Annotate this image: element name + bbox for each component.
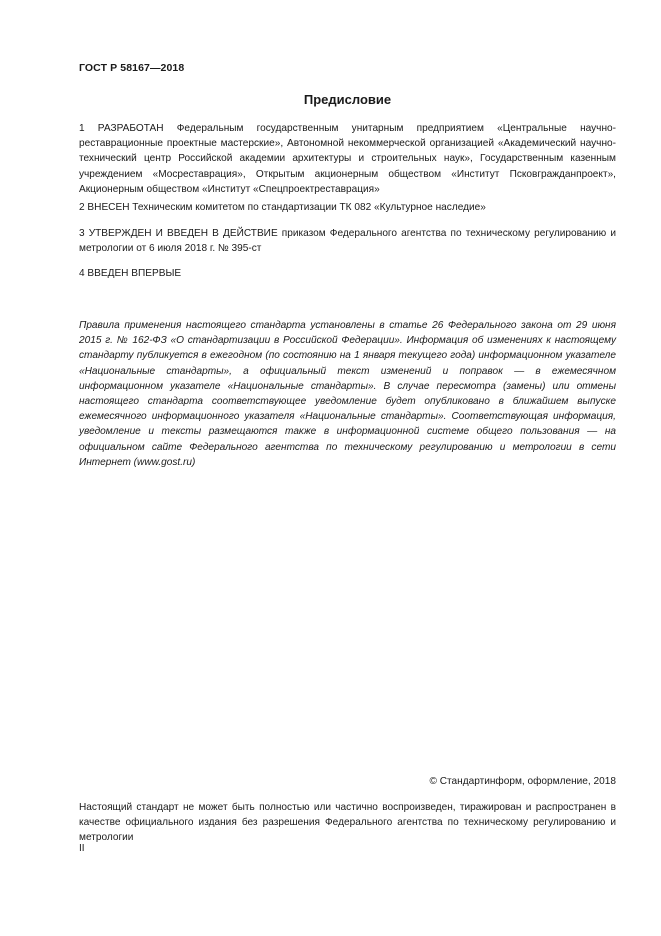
page-title: Предисловие — [303, 92, 392, 107]
foreword-item-3: 3 УТВЕРЖДЕН И ВВЕДЕН В ДЕЙСТВИЕ приказом Федерального агентства по техническому регулированию и метрологии от 6 июля 2018 г. № 395-ст — [79, 228, 616, 255]
foreword-item-4: 4 ВВЕДЕН ВПЕРВЫЕ — [79, 268, 182, 279]
foreword-item-1: 1 РАЗРАБОТАН Федеральным государственным унитарным предприятием «Центральные научно-реставрационные проектные мастерские», Автономной некоммерческой организацией «Академический научно-технический центр Российской академии архитектуры и строительных наук», Государственным казенным учреждением «Мосреставрация», Открытым акционерным обществом «Институт Псковгражданпроект», Акционерным обществом «Институт «Спецпроектреставрация» — [79, 123, 616, 195]
page-number: II — [79, 843, 85, 854]
copyright: © Стандартинформ, оформление, 2018 — [429, 776, 616, 787]
reproduction-notice: Настоящий стандарт не может быть полностью или частично воспроизведен, тиражирован и распространен в качестве официального издания без разрешения Федерального агентства по техническому регулированию и метрологии — [79, 802, 616, 844]
application-rules-notice: Правила применения настоящего стандарта установлены в статье 26 Федерального закона от 29 июня 2015 г. № 162-ФЗ «О стандартизации в Российской Федерации». Информация об изменениях к настоящему стандарту публикуется в ежегодном (по состоянию на 1 января текущего года) информационном указателе «Национальные стандарты», а официальный текст изменений и поправок — в ежемесячном информационном указателе «Национальные стандарты». В случае пересмотра (замены) или отмены настоящего стандарта соответствующее уведомление будет опубликовано в ближайшем выпуске ежемесячного информационного указателя «Национальные стандарты». Соответствующая информация, уведомление и тексты размещаются также в информационной системе общего пользования — на официальном сайте Федерального агентства по техническому регулированию и метрологии в сети Интернет (www.gost.ru) — [79, 320, 616, 468]
foreword-item-2: 2 ВНЕСЕН Техническим комитетом по стандартизации ТК 082 «Культурное наследие» — [79, 202, 486, 213]
document-code: ГОСТ Р 58167—2018 — [79, 62, 185, 74]
